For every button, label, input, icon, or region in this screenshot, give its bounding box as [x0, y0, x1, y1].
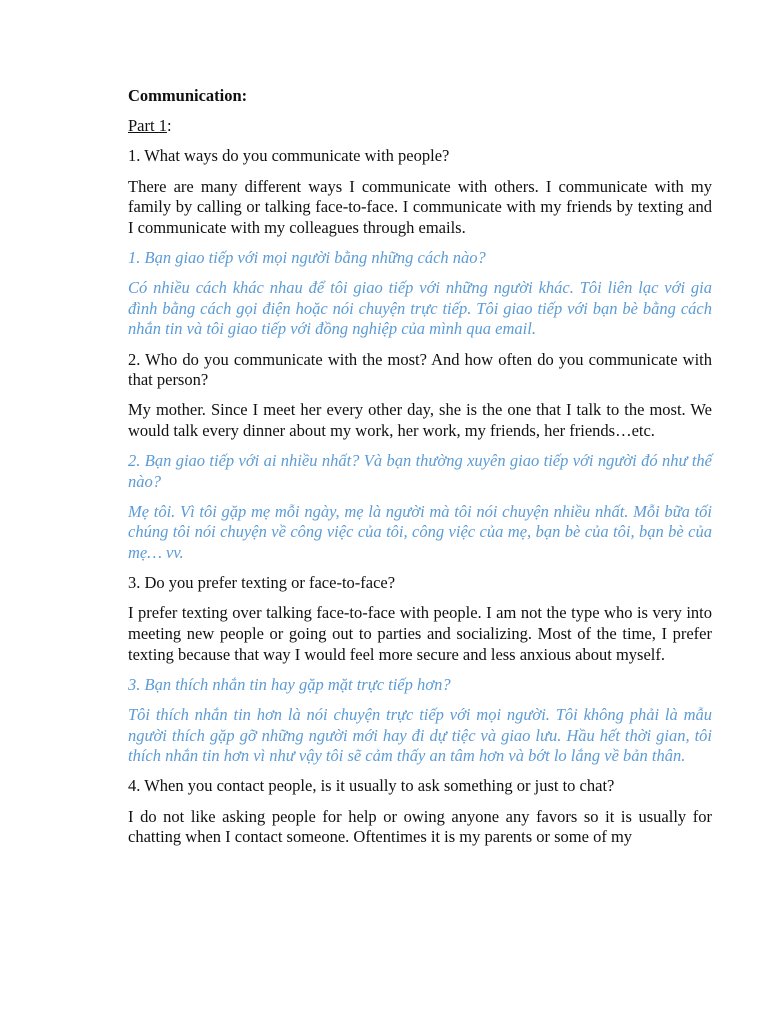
answer-3: I prefer texting over talking face-to-face with people. I am not the type who is very into meeting new people or going out to parties and socializing. Most of the time, I prefer texting because that way I would feel more secure and less anxious about myself.	[128, 603, 712, 664]
answer-1: There are many different ways I communicate with others. I communicate with my family by calling or talking face-to-face. I communicate with my friends by texting and I communicate with my colleagues through emails.	[128, 176, 712, 237]
document-title: Communication:	[128, 86, 248, 105]
question-2-translation: 2. Bạn giao tiếp với ai nhiều nhất? Và bạn thường xuyên giao tiếp với người đó như thế nào?	[128, 451, 712, 491]
part-suffix: :	[166, 116, 172, 136]
question-2: 2. Who do you communicate with the most? And how often do you communicate with that person?	[128, 349, 712, 390]
answer-4: I do not like asking people for help or owing anyone any favors so it is usually for chatting when I contact someone. Oftentimes it is my parents or some of my	[128, 806, 712, 847]
question-1: 1. What ways do you communicate with people?	[128, 146, 450, 166]
question-4: 4. When you contact people, is it usually to ask something or just to chat?	[128, 776, 615, 796]
question-3: 3. Do you prefer texting or face-to-face?	[128, 573, 396, 593]
answer-2: My mother. Since I meet her every other day, she is the one that I talk to the most. We would talk every dinner about my work, her work, my friends, her friends…etc.	[128, 400, 712, 440]
answer-3-translation: Tôi thích nhắn tin hơn là nói chuyện trực tiếp với mọi người. Tôi không phải là mẫu người thích gặp gỡ những người mới hay đi dự tiệc và giao lưu. Hầu hết thời gian, tôi thích nhắn tin hơn vì như vậy tôi sẽ cảm thấy an tâm hơn và bớt lo lắng về bản thân.	[128, 704, 712, 766]
part-label: Part 1	[128, 116, 167, 136]
question-3-translation: 3. Bạn thích nhắn tin hay gặp mặt trực tiếp hơn?	[128, 674, 451, 694]
question-1-translation: 1. Bạn giao tiếp với mọi người bằng những cách nào?	[128, 247, 486, 267]
answer-2-translation: Mẹ tôi. Vì tôi gặp mẹ mỗi ngày, mẹ là người mà tôi nói chuyện nhiều nhất. Mỗi bữa tối chúng tôi nói chuyện về công việc của tôi, công việc của mẹ, bạn bè của tôi, bạn bè của mẹ… vv.	[128, 501, 712, 563]
document-page	[128, 86, 712, 857]
part-heading	[128, 116, 712, 137]
answer-1-translation: Có nhiều cách khác nhau để tôi giao tiếp với những người khác. Tôi liên lạc với gia đình bằng cách gọi điện hoặc nói chuyện trực tiếp. Tôi giao tiếp với bạn bè bằng cách nhắn tin và tôi giao tiếp với đồng nghiệp của mình qua email.	[128, 278, 712, 339]
